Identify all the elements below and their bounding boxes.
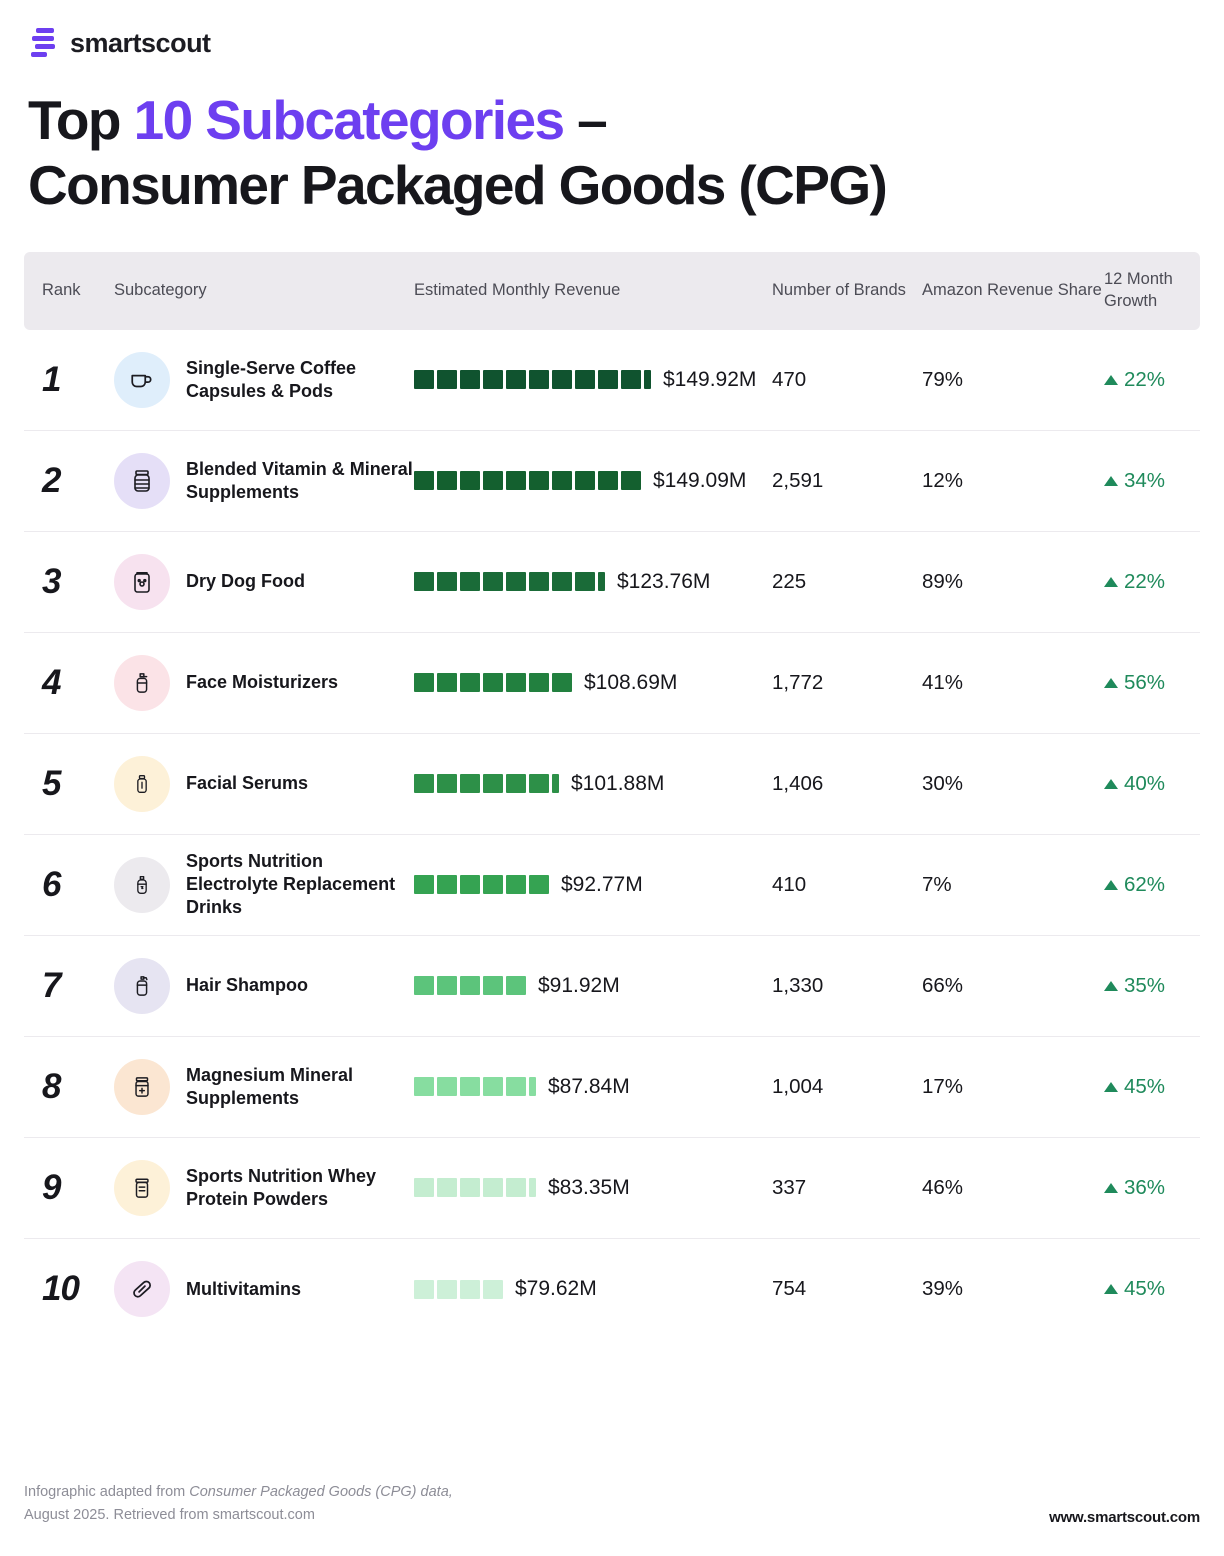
serum-dropper-icon [114,756,170,812]
rank-number: 9 [42,1167,61,1207]
table-row[interactable] [24,936,1200,1037]
growth-value: 62% [1124,872,1166,896]
subcategory-label: Magnesium Mineral Supplements [186,1064,354,1108]
brand-count: 1,772 [772,670,824,694]
lotion-pump-icon [114,655,170,711]
amazon-revenue-share: 79% [922,367,964,391]
amazon-revenue-share: 7% [922,872,952,896]
ranking-table [24,252,1200,1340]
table-row[interactable] [24,1037,1200,1138]
growth-indicator [1104,1176,1214,1200]
subcategory-label: Blended Vitamin & Mineral Supplements [186,458,413,502]
revenue-value: $79.62M [515,1277,597,1301]
growth-indicator [1104,469,1214,493]
growth-indicator [1104,873,1214,897]
source-prefix: Infographic adapted from [24,1484,190,1501]
brand-count: 2,591 [772,468,824,492]
triangle-up-icon [1104,1284,1118,1294]
growth-value: 45% [1124,1074,1166,1098]
amazon-revenue-share: 41% [922,670,964,694]
protein-tub-icon [114,1160,170,1216]
triangle-up-icon [1104,981,1118,991]
rank-number: 7 [42,965,61,1005]
triangle-up-icon [1104,678,1118,688]
table-row[interactable] [24,1239,1200,1340]
subcategory-label: Facial Serums [186,773,309,794]
header-growth: 12 Month Growth [1104,270,1173,310]
growth-indicator [1104,1075,1214,1099]
rank-number: 4 [42,662,61,702]
revenue-value: $108.69M [584,670,678,694]
amazon-revenue-share: 12% [922,468,964,492]
growth-indicator [1104,1277,1214,1301]
sports-drink-icon [114,857,170,913]
brand-count: 1,406 [772,771,824,795]
table-row[interactable] [24,1138,1200,1239]
revenue-bar [414,1280,503,1299]
table-row[interactable] [24,431,1200,532]
amazon-revenue-share: 17% [922,1074,964,1098]
revenue-value: $149.92M [663,367,757,391]
growth-indicator [1104,671,1214,695]
header-revenue: Estimated Monthly Revenue [414,281,621,300]
triangle-up-icon [1104,476,1118,486]
growth-value: 34% [1124,468,1166,492]
growth-value: 40% [1124,771,1166,795]
header-rank: Rank [42,281,81,300]
brand-name: smartscout [70,27,211,58]
table-row[interactable] [24,835,1200,936]
revenue-value: $101.88M [571,771,665,795]
growth-value: 22% [1124,367,1166,391]
revenue-value: $83.35M [548,1175,630,1199]
brand-count: 1,330 [772,973,824,997]
header-share: Amazon Revenue Share [922,281,1102,300]
triangle-up-icon [1104,779,1118,789]
revenue-value: $92.77M [561,872,643,896]
table-header-row [24,252,1200,330]
header-brands: Number of Brands [772,281,906,300]
table-row[interactable] [24,330,1200,431]
revenue-bar [414,572,605,591]
revenue-bar [414,673,572,692]
revenue-bar [414,1077,536,1096]
title-line2: Consumer Packaged Goods (CPG) [28,153,887,216]
triangle-up-icon [1104,880,1118,890]
brand-count: 225 [772,569,807,593]
growth-value: 22% [1124,569,1166,593]
revenue-bar [414,471,641,490]
triangle-up-icon [1104,1082,1118,1092]
growth-indicator [1104,772,1214,796]
growth-value: 36% [1124,1175,1166,1199]
shampoo-bottle-icon [114,958,170,1014]
subcategory-label: Sports Nutrition Whey Protein Powders [186,1165,376,1209]
growth-value: 45% [1124,1277,1166,1301]
revenue-value: $123.76M [617,569,711,593]
subcategory-label: Sports Nutrition Electrolyte Replacement Drinks [186,851,396,918]
header-subcategory: Subcategory [114,281,207,300]
revenue-value: $87.84M [548,1074,630,1098]
website-url[interactable]: www.smartscout.com [1049,1509,1200,1526]
footer [24,1481,1200,1526]
table-row[interactable] [24,734,1200,835]
triangle-up-icon [1104,1183,1118,1193]
source-italic: Consumer Packaged Goods (CPG) data, [189,1484,453,1501]
table-row[interactable] [24,633,1200,734]
brand-count: 337 [772,1175,807,1199]
amazon-revenue-share: 39% [922,1277,964,1301]
triangle-up-icon [1104,577,1118,587]
brand-count: 470 [772,367,807,391]
rank-number: 6 [42,864,61,904]
subcategory-label: Hair Shampoo [186,975,309,996]
rank-number: 8 [42,1066,61,1106]
smartscout-logo-icon [30,26,56,60]
magnesium-jar-icon [114,1059,170,1115]
revenue-value: $91.92M [538,973,620,997]
table-row[interactable] [24,532,1200,633]
revenue-bar [414,976,526,995]
growth-value: 35% [1124,973,1166,997]
revenue-bar [414,774,559,793]
subcategory-label: Face Moisturizers [186,672,339,693]
source-suffix: August 2025. Retrieved from smartscout.com [24,1506,315,1523]
subcategory-label: Dry Dog Food [186,571,305,592]
rank-number: 3 [42,561,61,601]
rank-number: 2 [42,460,61,500]
subcategory-label: Single-Serve Coffee Capsules & Pods [186,357,357,401]
title-accent: 10 Subcategories [133,89,564,151]
dog-food-icon [114,554,170,610]
brand-count: 754 [772,1277,807,1301]
revenue-bar [414,1178,536,1197]
brand-count: 410 [772,872,807,896]
growth-indicator [1104,368,1214,392]
amazon-revenue-share: 46% [922,1175,964,1199]
revenue-bar [414,875,549,894]
growth-indicator [1104,570,1214,594]
revenue-bar [414,370,651,389]
revenue-value: $149.09M [653,468,747,492]
rank-number: 10 [42,1269,79,1309]
coffee-cup-icon [114,352,170,408]
amazon-revenue-share: 89% [922,569,964,593]
amazon-revenue-share: 66% [922,973,964,997]
growth-value: 56% [1124,670,1166,694]
source-note [24,1481,453,1526]
rank-number: 1 [42,359,61,399]
title-part1: Top [28,89,134,151]
supplement-bottle-icon [114,453,170,509]
title-part2: – [563,89,607,151]
amazon-revenue-share: 30% [922,771,964,795]
growth-indicator [1104,974,1214,998]
brand-count: 1,004 [772,1074,824,1098]
rank-number: 5 [42,763,61,803]
subcategory-label: Multivitamins [186,1278,302,1299]
capsule-pill-icon [114,1261,170,1317]
page-title [28,88,1200,218]
brand-header [24,0,1200,60]
triangle-up-icon [1104,375,1118,385]
